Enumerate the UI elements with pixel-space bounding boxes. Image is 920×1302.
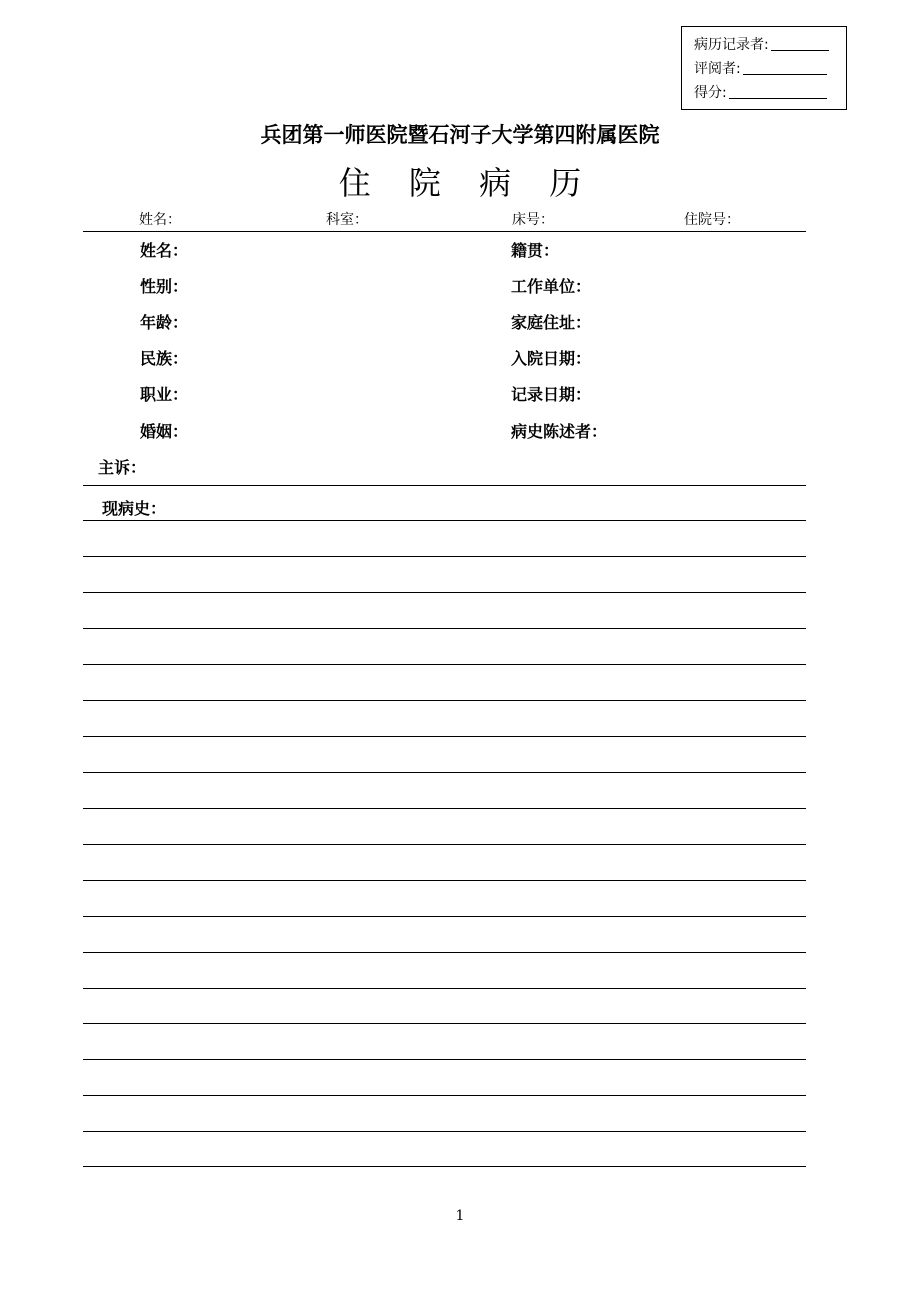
- ethnicity-label: 民族：: [140, 349, 189, 368]
- top-department-label: 科室：: [326, 212, 368, 228]
- writing-line[interactable]: [83, 1166, 806, 1167]
- recorder-label: 病历记录者:: [694, 37, 769, 53]
- reviewer-label: 评阅者:: [694, 61, 741, 77]
- writing-line[interactable]: [83, 520, 806, 521]
- home-address-label: 家庭住址：: [511, 313, 592, 332]
- age-label: 年龄：: [140, 313, 189, 332]
- name-label: 姓名：: [140, 241, 189, 260]
- writing-line[interactable]: [83, 916, 806, 917]
- recorder-field[interactable]: [771, 50, 829, 51]
- occupation-label: 职业：: [140, 385, 189, 404]
- writing-line[interactable]: [83, 592, 806, 593]
- sex-label: 性别：: [140, 277, 189, 296]
- record-date-label: 记录日期：: [511, 385, 592, 404]
- writing-line[interactable]: [83, 772, 806, 773]
- admission-date-label: 入院日期：: [511, 349, 592, 368]
- writing-line[interactable]: [83, 736, 806, 737]
- reviewer-field[interactable]: [743, 74, 827, 75]
- history-narrator-label: 病史陈述者：: [511, 422, 608, 441]
- score-label: 得分:: [694, 85, 727, 101]
- writing-line[interactable]: [83, 844, 806, 845]
- grading-box: [681, 26, 847, 110]
- present-illness-label: 现病史：: [102, 499, 167, 518]
- score-row: [694, 85, 827, 101]
- score-field[interactable]: [729, 98, 827, 99]
- top-admission-no-label: 住院号：: [684, 212, 740, 228]
- hospital-name: 兵团第一师医院暨石河子大学第四附属医院: [260, 123, 660, 147]
- header-divider: [83, 231, 806, 232]
- marital-status-label: 婚姻：: [140, 422, 189, 441]
- writing-line[interactable]: [83, 556, 806, 557]
- document-title: 住 院 病 历: [338, 164, 596, 202]
- writing-line[interactable]: [83, 952, 806, 953]
- native-place-label: 籍贯：: [511, 241, 560, 260]
- writing-line[interactable]: [83, 808, 806, 809]
- writing-line[interactable]: [83, 988, 806, 989]
- writing-line[interactable]: [83, 880, 806, 881]
- top-name-label: 姓名：: [139, 212, 181, 228]
- writing-line[interactable]: [83, 664, 806, 665]
- writing-line[interactable]: [83, 1023, 806, 1024]
- writing-line[interactable]: [83, 1095, 806, 1096]
- page-number: 1: [455, 1208, 465, 1224]
- top-bed-label: 床号：: [512, 212, 554, 228]
- workplace-label: 工作单位：: [511, 277, 592, 296]
- writing-line[interactable]: [83, 1131, 806, 1132]
- recorder-row: [694, 37, 829, 53]
- chief-complaint-label: 主诉：: [98, 458, 147, 477]
- chief-complaint-line[interactable]: [83, 485, 806, 486]
- reviewer-row: [694, 61, 827, 77]
- writing-line[interactable]: [83, 628, 806, 629]
- writing-line[interactable]: [83, 700, 806, 701]
- writing-line[interactable]: [83, 1059, 806, 1060]
